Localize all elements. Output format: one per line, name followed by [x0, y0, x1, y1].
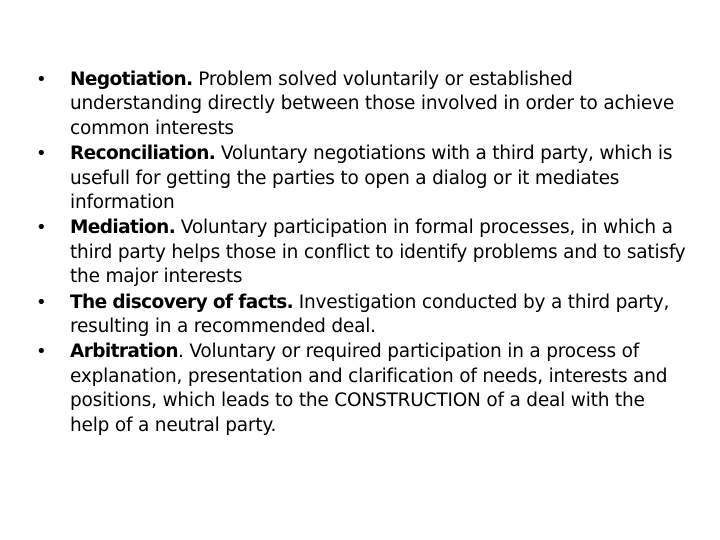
list-item-discovery-of-facts	[36, 291, 686, 340]
bullet-icon: •	[36, 217, 47, 239]
term-description: Problem solved voluntarily or established understanding directly between those involved in order to achieve common interests	[70, 69, 675, 139]
term-description: Voluntary negotiations with a third party, which is usefull for getting the parties to open a dialog or it mediates information	[70, 143, 673, 214]
term-label: Reconciliation.	[70, 143, 216, 165]
bullet-icon: •	[36, 69, 47, 90]
bullet-icon: •	[36, 341, 47, 363]
term-label: Arbitration	[70, 341, 178, 363]
term-description: Investigation conducted by a third party, resulting in a recommended deal.	[70, 291, 670, 338]
term-label: Mediation.	[70, 217, 176, 239]
list-item-mediation	[36, 216, 686, 289]
bullet-list	[36, 68, 686, 439]
term-description: . Voluntary or required participation in a process of explanation, presentation and clarification of needs, interests and positions, which leads to the CONSTRUCTION of a deal with the help of a neutral party.	[70, 341, 668, 436]
term-description: Voluntary participation in formal processes, in which a third party helps those in conflict to identify problems and to satisfy the major interests	[70, 217, 686, 288]
term-label: Negotiation.	[70, 69, 193, 90]
bullet-icon: •	[36, 291, 47, 313]
term-label: The discovery of facts.	[70, 291, 294, 313]
list-item-arbitration	[36, 340, 686, 438]
bullet-icon: •	[36, 143, 47, 165]
list-item-negotiation	[36, 68, 686, 141]
list-item-reconciliation	[36, 142, 686, 215]
